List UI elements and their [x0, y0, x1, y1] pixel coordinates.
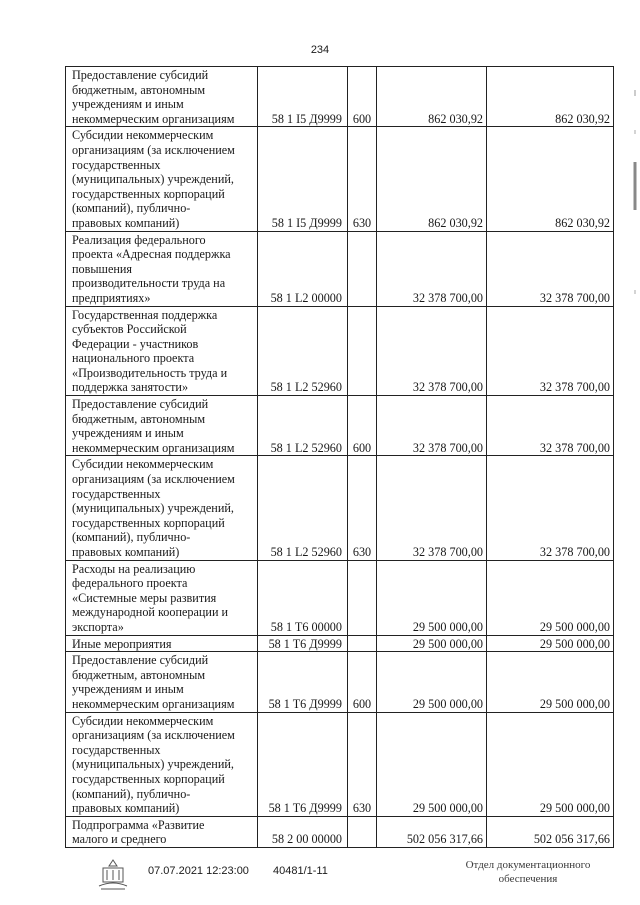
row-name-line: Предоставление субсидий: [72, 653, 209, 668]
row-name-line: организациям (за исключением: [72, 142, 235, 157]
row-expense-type-cell: 630: [348, 456, 377, 560]
table-row: [66, 560, 614, 635]
row-sum-total-cell: 32 378 700,00: [487, 456, 614, 560]
row-name-line: (компаний), публично-: [72, 201, 191, 216]
row-code-cell: 58 1 T6 Д9999: [258, 712, 348, 816]
row-name-line: бюджетным, автономным: [72, 411, 206, 426]
row-name-line: некоммерческим организациям: [72, 696, 235, 711]
table-row: [66, 67, 614, 127]
row-name-line: Предоставление субсидий: [72, 397, 209, 412]
budget-table: [65, 66, 614, 848]
row-name-line: государственных: [72, 486, 161, 501]
table-row: [66, 231, 614, 306]
row-name-line: экспорта»: [72, 619, 124, 634]
row-sum-total-cell: 29 500 000,00: [487, 712, 614, 816]
row-name-line: некоммерческим организациям: [72, 440, 235, 455]
row-sum-total-cell: 862 030,92: [487, 67, 614, 127]
row-name-cell: [66, 560, 258, 635]
row-name-line: бюджетным, автономным: [72, 82, 206, 97]
row-name-cell: [66, 816, 258, 847]
row-sum-2021-cell: 29 500 000,00: [377, 652, 487, 712]
row-expense-type-cell: 630: [348, 127, 377, 231]
row-name-line: федерального проекта: [72, 576, 188, 591]
row-expense-type-cell: [348, 816, 377, 847]
table-row: [66, 635, 614, 652]
row-name-line: «Производительность труда и: [72, 365, 228, 380]
row-name-line: малого и среднего: [72, 832, 167, 847]
row-name-cell: [66, 127, 258, 231]
row-code-cell: 58 1 T6 Д9999: [258, 652, 348, 712]
footer-registration-number: 40481/1-11: [273, 865, 328, 877]
row-name-line: (муниципальных) учреждений,: [72, 501, 234, 516]
row-expense-type-cell: [348, 635, 377, 652]
row-name-line: (муниципальных) учреждений,: [72, 172, 234, 187]
row-sum-total-cell: 32 378 700,00: [487, 306, 614, 396]
row-name-line: поддержка занятости»: [72, 380, 189, 395]
row-name-cell: [66, 456, 258, 560]
table-row: [66, 816, 614, 847]
row-sum-2021-cell: 862 030,92: [377, 127, 487, 231]
row-expense-type-cell: 630: [348, 712, 377, 816]
row-name-line: государственных: [72, 157, 161, 172]
row-name-cell: [66, 67, 258, 127]
row-code-cell: 58 2 00 00000: [258, 816, 348, 847]
row-sum-2021-cell: 862 030,92: [377, 67, 487, 127]
table-row: [66, 712, 614, 816]
stamp-line-1: Отдел документационного: [465, 859, 591, 871]
row-sum-2021-cell: 29 500 000,00: [377, 712, 487, 816]
row-name-line: Расходы на реализацию: [72, 561, 196, 576]
row-sum-total-cell: 29 500 000,00: [487, 560, 614, 635]
row-name-line: правовых компаний): [72, 801, 180, 816]
row-sum-2021-cell: 32 378 700,00: [377, 456, 487, 560]
row-name-line: правовых компаний): [72, 545, 180, 559]
row-name-line: предприятиях»: [72, 290, 151, 305]
row-sum-2021-cell: 32 378 700,00: [377, 231, 487, 306]
row-name-line: государственных: [72, 742, 161, 757]
row-code-cell: 58 1 T6 Д9999: [258, 635, 348, 652]
row-name-line: (компаний), публично-: [72, 530, 191, 545]
page-number: 234: [310, 44, 330, 56]
row-name-line: субъектов Российской: [72, 322, 187, 337]
table-row: [66, 127, 614, 231]
row-code-cell: 58 1 L2 52960: [258, 396, 348, 456]
row-name-line: Субсидии некоммерческим: [72, 713, 214, 728]
row-sum-2021-cell: 502 056 317,66: [377, 816, 487, 847]
row-name-cell: [66, 231, 258, 306]
row-name-line: государственных корпораций: [72, 515, 225, 530]
row-name-cell: [66, 712, 258, 816]
row-name-line: организациям (за исключением: [72, 472, 235, 487]
emblem-icon: [95, 858, 131, 892]
row-name-line: учреждениям и иным: [72, 682, 184, 697]
row-name-line: некоммерческим организациям: [72, 111, 235, 126]
table-row: [66, 652, 614, 712]
row-name-line: Субсидии некоммерческим: [72, 457, 214, 472]
row-name-line: (компаний), публично-: [72, 786, 191, 801]
row-name-line: правовых компаний): [72, 215, 180, 230]
row-name-line: Федерации - участников: [72, 336, 199, 351]
row-name-line: учреждениям и иным: [72, 97, 184, 112]
row-name-line: Субсидии некоммерческим: [72, 128, 214, 143]
stamp-line-2: обеспечения: [498, 873, 558, 885]
row-sum-total-cell: 862 030,92: [487, 127, 614, 231]
table-row: [66, 456, 614, 560]
row-name-line: Государственная поддержка: [72, 307, 218, 322]
row-sum-2021-cell: 29 500 000,00: [377, 635, 487, 652]
row-name-line: государственных корпораций: [72, 771, 225, 786]
row-name-line: «Системные меры развития: [72, 590, 217, 605]
department-stamp: [448, 858, 608, 886]
row-expense-type-cell: 600: [348, 396, 377, 456]
row-name-line: международной кооперации и: [72, 605, 229, 620]
row-name-line: проекта «Адресная поддержка: [72, 247, 231, 262]
row-expense-type-cell: [348, 231, 377, 306]
row-code-cell: 58 1 I5 Д9999: [258, 67, 348, 127]
budget-table-body: [66, 67, 614, 848]
row-sum-2021-cell: 32 378 700,00: [377, 306, 487, 396]
row-sum-2021-cell: 32 378 700,00: [377, 396, 487, 456]
row-name-line: (муниципальных) учреждений,: [72, 757, 234, 772]
table-row: [66, 396, 614, 456]
row-expense-type-cell: 600: [348, 67, 377, 127]
row-sum-total-cell: 29 500 000,00: [487, 652, 614, 712]
row-name-line: Предоставление субсидий: [72, 68, 209, 82]
row-expense-type-cell: [348, 560, 377, 635]
row-name-line: производительности труда на: [72, 276, 226, 291]
row-code-cell: 58 1 I5 Д9999: [258, 127, 348, 231]
row-name-line: бюджетным, автономным: [72, 667, 206, 682]
row-name-line: организациям (за исключением: [72, 728, 235, 743]
row-sum-total-cell: 502 056 317,66: [487, 816, 614, 847]
row-name-line: учреждениям и иным: [72, 426, 184, 441]
page-footer: [0, 858, 640, 898]
row-name-line: национального проекта: [72, 351, 195, 366]
row-sum-total-cell: 32 378 700,00: [487, 396, 614, 456]
row-code-cell: 58 1 L2 52960: [258, 306, 348, 396]
row-name-line: Подпрограмма «Развитие: [72, 817, 205, 832]
row-name-cell: [66, 396, 258, 456]
row-code-cell: 58 1 T6 00000: [258, 560, 348, 635]
margin-scan-marks: [632, 90, 638, 340]
row-name-line: повышения: [72, 261, 133, 276]
row-name-cell: [66, 306, 258, 396]
row-name-line: Реализация федерального: [72, 232, 206, 247]
row-sum-total-cell: 32 378 700,00: [487, 231, 614, 306]
row-code-cell: 58 1 L2 52960: [258, 456, 348, 560]
row-name-cell: [66, 635, 258, 652]
row-name-cell: [66, 652, 258, 712]
row-sum-total-cell: 29 500 000,00: [487, 635, 614, 652]
row-expense-type-cell: 600: [348, 652, 377, 712]
row-sum-2021-cell: 29 500 000,00: [377, 560, 487, 635]
row-code-cell: 58 1 L2 00000: [258, 231, 348, 306]
row-expense-type-cell: [348, 306, 377, 396]
footer-date: 07.07.2021 12:23:00: [148, 865, 249, 877]
row-name-line: государственных корпораций: [72, 186, 225, 201]
table-row: [66, 306, 614, 396]
row-name-line: Иные мероприятия: [72, 636, 172, 651]
